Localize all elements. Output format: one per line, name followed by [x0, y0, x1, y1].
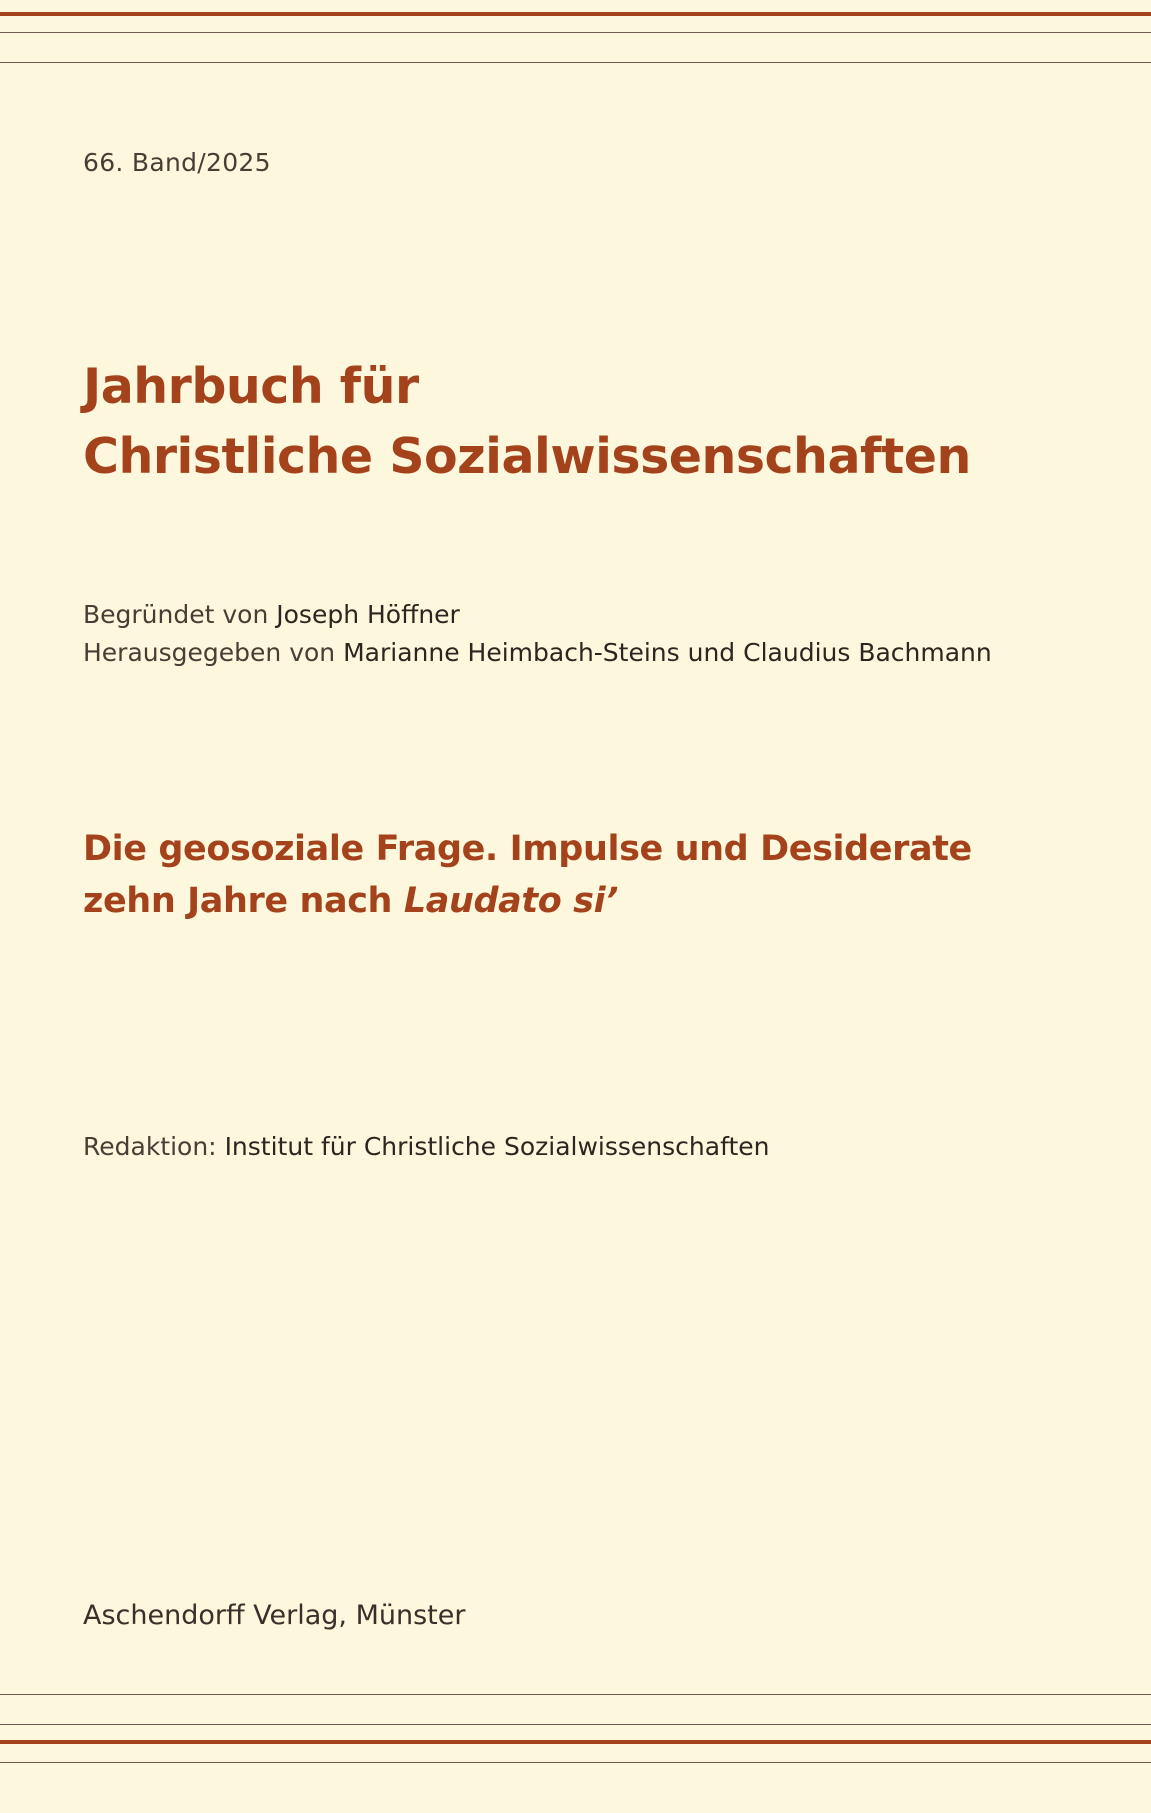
- publisher: Aschendorff Verlag, Münster: [83, 1600, 466, 1631]
- subtitle-line-2-italic: Laudato si’: [403, 881, 619, 921]
- bottom-rule-thin-3: [0, 1762, 1151, 1763]
- volume-subtitle: [83, 823, 972, 927]
- editorial-name: Institut für Christliche Sozialwissenschaften: [224, 1132, 770, 1161]
- subtitle-line-2-prefix: zehn Jahre nach: [83, 881, 393, 921]
- editor-names: Marianne Heimbach-Steins und Claudius Bachmann: [343, 638, 992, 667]
- founded-prefix: Begründet von: [83, 600, 269, 629]
- bottom-rule-thin-2: [0, 1724, 1151, 1725]
- bottom-rule-thin-1: [0, 1694, 1151, 1695]
- editorial-label: Redaktion:: [83, 1132, 217, 1161]
- subtitle-line-1: Die geosoziale Frage. Impulse und Desiderate: [83, 829, 972, 869]
- editorial-line: [83, 1132, 769, 1161]
- top-rule-thin-1: [0, 32, 1151, 33]
- journal-title: [83, 352, 971, 492]
- journal-title-line-2: Christliche Sozialwissenschaften: [83, 428, 971, 485]
- founded-by: [83, 596, 992, 634]
- founder-name: Joseph Höffner: [276, 600, 460, 629]
- volume-label: 66. Band/2025: [83, 148, 271, 177]
- subtitle-line-2: [83, 875, 972, 927]
- credits: [83, 596, 992, 672]
- edited-prefix: Herausgegeben von: [83, 638, 336, 667]
- top-rule-thick: [0, 12, 1151, 16]
- top-rule-thin-2: [0, 62, 1151, 63]
- bottom-rule-thick: [0, 1740, 1151, 1744]
- journal-title-line-1: Jahrbuch für: [83, 358, 419, 415]
- edited-by: [83, 634, 992, 672]
